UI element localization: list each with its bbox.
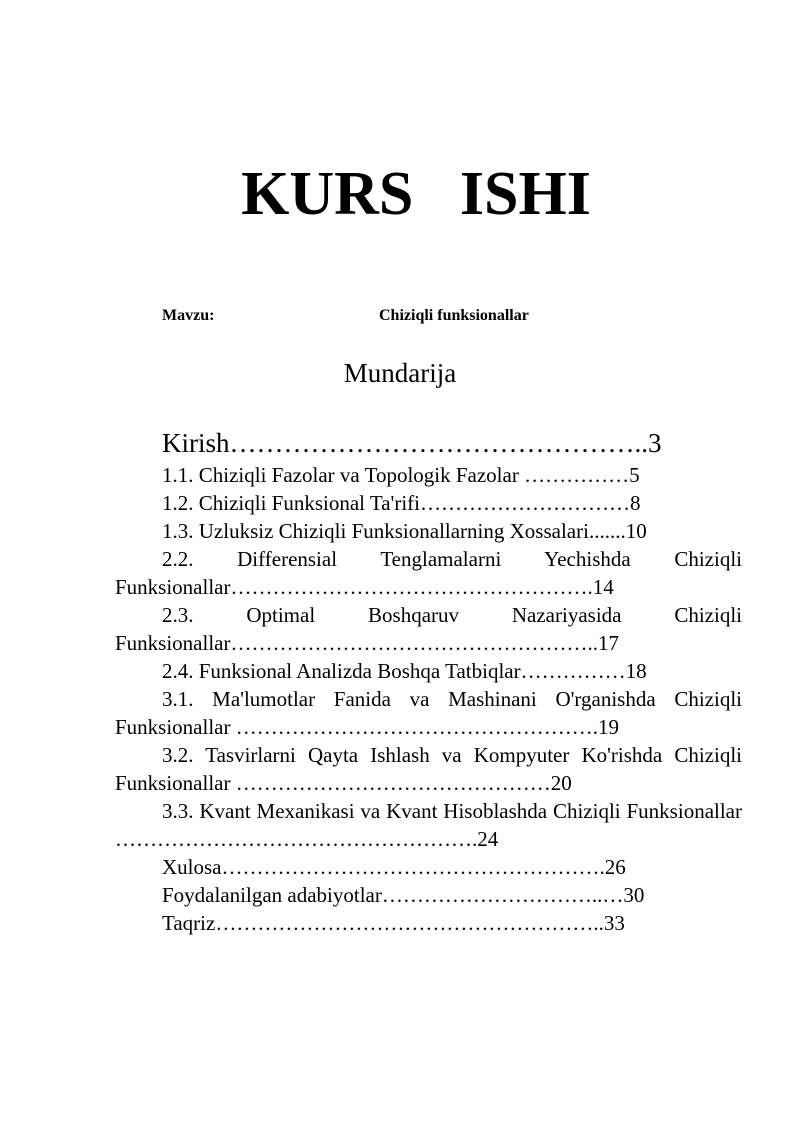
toc-entry-1-2: 1.2. Chiziqli Funksional Ta'rifi…………………………8 xyxy=(162,491,641,515)
toc-entry-2-3: 2.3. Optimal Boshqaruv Nazariyasida Chiziqli Funksionallar……………………………………………..17 xyxy=(115,603,742,655)
toc-entry-3-3: 3.3. Kvant Mexanikasi va Kvant Hisoblashda Chiziqli Funksionallar …………………………………………….24 xyxy=(115,799,742,851)
toc-entry-3-1: 3.1. Ma'lumotlar Fanida va Mashinani O'rganishda Chiziqli Funksionallar …………………………………………….19 xyxy=(115,687,742,739)
table-of-contents xyxy=(115,425,742,937)
toc-entry-conclusion: Xulosa……………………………………………….26 xyxy=(162,855,626,879)
toc-entry-1-3: 1.3. Uzluksiz Chiziqli Funksionallarning Xossalari.......10 xyxy=(162,519,647,543)
toc-entry-references: Foydalanilgan adabiyotlar…………………………..…30 xyxy=(162,883,645,907)
toc-heading: Mundarija xyxy=(343,358,457,388)
topic-text: Chiziqli funksionallar xyxy=(379,307,529,324)
document-title: KURS ISHI xyxy=(241,160,591,228)
toc-entry-3-2: 3.2. Tasvirlarni Qayta Ishlash va Kompyuter Ko'rishda Chiziqli Funksionallar ………………………………………20 xyxy=(115,743,742,795)
toc-entry-review: Taqriz………………………………………………..33 xyxy=(162,911,625,935)
topic-label: Mavzu: xyxy=(162,307,215,324)
toc-entry-2-2: 2.2. Differensial Tenglamalarni Yechishda Chiziqli Funksionallar…………………………………………….14 xyxy=(115,547,742,599)
toc-entry-introduction: Kirish………………………………………..3 xyxy=(162,428,662,458)
toc-entry-1-1: 1.1. Chiziqli Fazolar va Topologik Fazolar ……………5 xyxy=(162,463,640,487)
topic-value xyxy=(379,305,529,327)
toc-entry-2-4: 2.4. Funksional Analizda Boshqa Tatbiqlar……………18 xyxy=(162,659,647,683)
